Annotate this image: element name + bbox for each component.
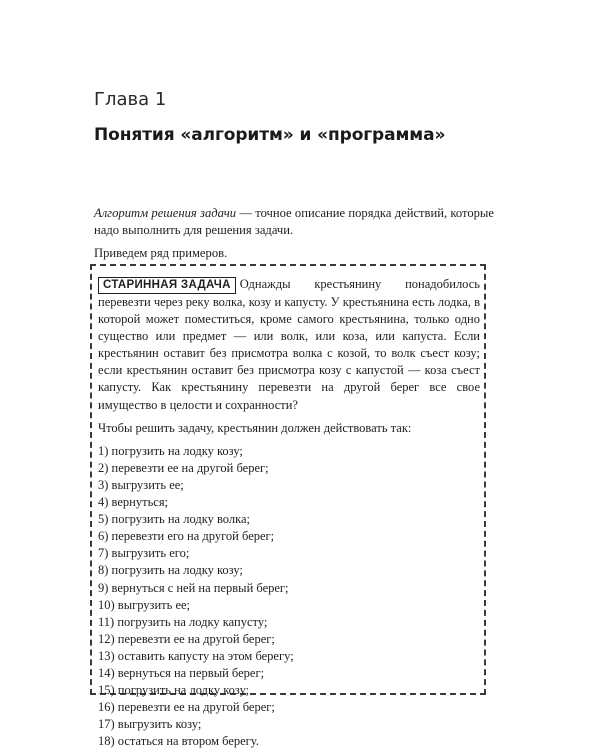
solution-intro: Чтобы решить задачу, крестьянин должен действовать так:	[98, 420, 412, 435]
step-item: 12) перевезти ее на другой берег;	[98, 631, 275, 646]
task-box	[90, 264, 486, 749]
step-item: 14) вернуться на первый берег;	[98, 665, 265, 680]
task-badge: СТАРИННАЯ ЗАДАЧА	[98, 277, 236, 294]
step-item: 5) погрузить на лодку волка;	[98, 512, 251, 527]
chapter-title: Понятия «алгоритм» и «программа»	[94, 125, 446, 145]
intro-section	[94, 205, 494, 268]
chapter-label: Глава 1	[94, 89, 167, 110]
step-item: 4) вернуться;	[98, 495, 169, 510]
step-item: 15) погрузить на лодку козу;	[98, 683, 250, 698]
step-item: 18) остаться на втором берегу.	[98, 734, 259, 749]
step-item: 1) погрузить на лодку козу;	[98, 443, 243, 458]
step-item: 11) погрузить на лодку капусту;	[98, 614, 268, 629]
step-item: 6) перевезти его на другой берег;	[98, 529, 275, 544]
task-text: Однажды крестьянину понадобилось перевезти через реку волка, козу и капусту. У крестьянина есть лодка, в которой может поместиться, кроме самого крестьянина, только одно существо или предмет — или волк, или коза, или капуста. Если крестьянин оставит без присмотра волка с козой, то волк съест козу; если крестьянин оставит без присмотра козу с капустой — коза съест капусту. Как крестьянину перевезти на другой берег все свое имущество в целости и сохранности?	[98, 277, 480, 412]
step-item: 2) перевезти ее на другой берег;	[98, 460, 269, 475]
step-item: 3) выгрузить ее;	[98, 477, 184, 492]
step-item: 16) перевезти ее на другой берег;	[98, 700, 275, 715]
step-item: 10) выгрузить ее;	[98, 597, 191, 612]
step-item: 7) выгрузить его;	[98, 546, 190, 561]
step-item: 13) оставить капусту на этом берегу;	[98, 648, 294, 663]
definition-paragraph	[94, 205, 494, 239]
step-item: 9) вернуться с ней на первый берег;	[98, 580, 289, 595]
examples-line: Приведем ряд примеров.	[94, 246, 228, 260]
step-item: 17) выгрузить козу;	[98, 717, 202, 732]
definition-term: Алгоритм решения задачи	[94, 206, 237, 220]
steps-list	[98, 443, 480, 750]
step-item: 8) погрузить на лодку козу;	[98, 563, 243, 578]
task-paragraph	[98, 276, 480, 414]
definition-text: — точное описание порядка действий, которые надо выполнить для решения задачи.	[94, 206, 494, 237]
